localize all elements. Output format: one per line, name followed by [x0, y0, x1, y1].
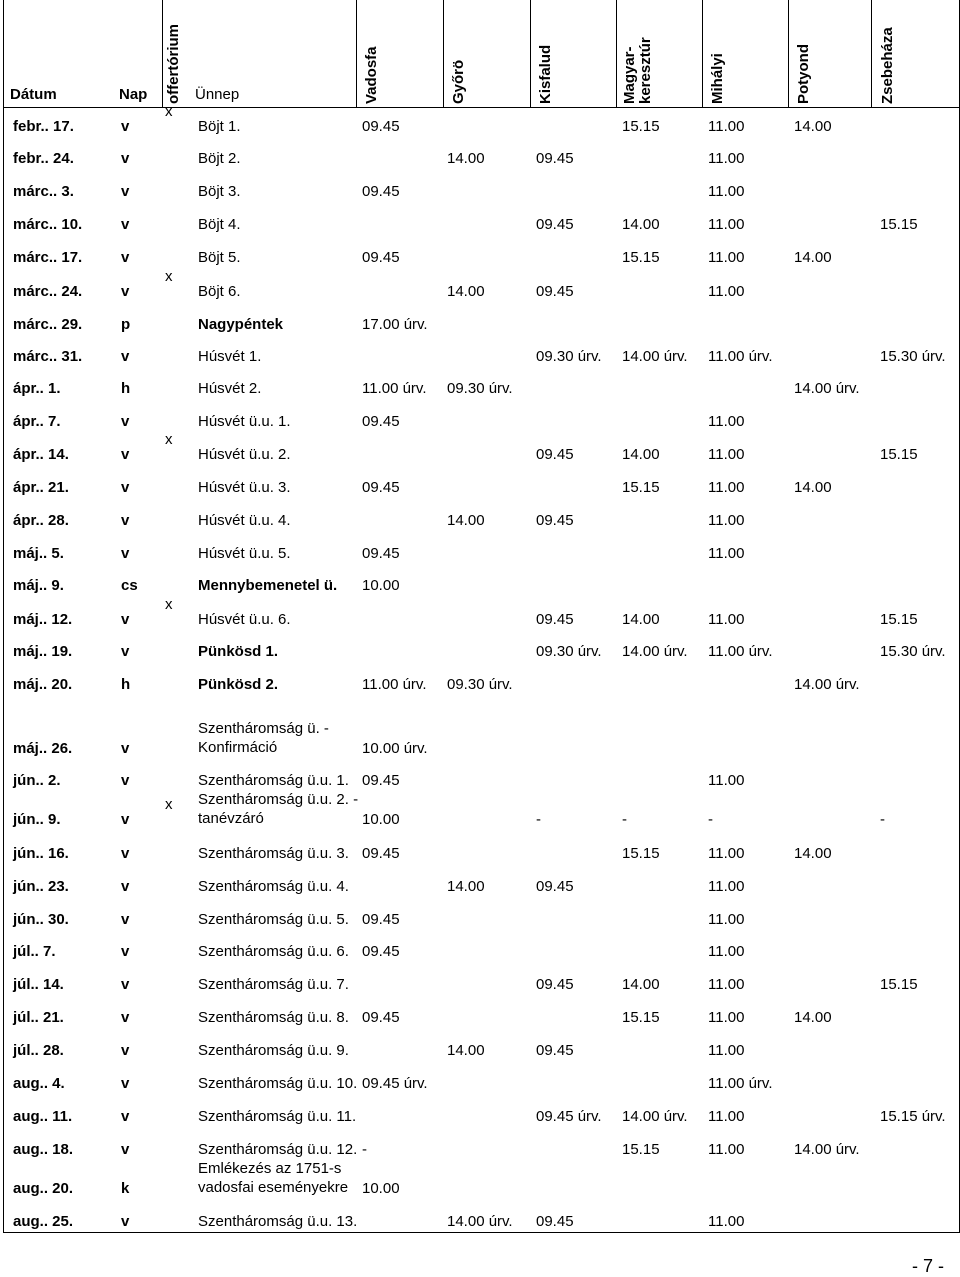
date-cell: máj.. 19. [13, 643, 73, 660]
zsebehaza-time: - [880, 811, 885, 828]
kisfalud-time: 09.45 [536, 512, 574, 529]
nap-cell: v [121, 1108, 130, 1125]
nap-cell: cs [121, 577, 138, 594]
nap-cell: v [121, 878, 130, 895]
nap-cell: v [121, 1009, 130, 1026]
table-row [4, 663, 959, 693]
kisfalud-time: - [536, 811, 541, 828]
unnep-cell: Szentháromság ü.u. 6. [198, 943, 349, 960]
magyarkeresztur-time: 14.00 [622, 216, 660, 233]
vadosfa-time: 09.45 [362, 772, 400, 789]
vadosfa-time: 09.45 [362, 1009, 400, 1026]
date-cell: aug.. 4. [13, 1075, 65, 1092]
gyoro-time: 14.00 [447, 512, 485, 529]
potyond-time: 14.00 [794, 845, 832, 862]
zsebehaza-time: 15.30 úrv. [880, 348, 946, 365]
vadosfa-time: 09.45 [362, 943, 400, 960]
table-row [4, 784, 959, 828]
vadosfa-time: - [362, 1141, 367, 1158]
date-cell: jún.. 30. [13, 911, 69, 928]
unnep-cell: Húsvét ü.u. 5. [198, 545, 291, 562]
table-row [4, 630, 959, 660]
header-kisfalud: Kisfalud [537, 44, 554, 104]
mihalyi-time: 11.00 [708, 1141, 745, 1158]
zsebehaza-time: 15.15 [880, 216, 918, 233]
vadosfa-time: 10.00 [362, 1180, 400, 1197]
nap-cell: v [121, 150, 130, 167]
date-cell: aug.. 18. [13, 1141, 74, 1158]
nap-cell: v [121, 611, 130, 628]
date-cell: aug.. 25. [13, 1213, 74, 1230]
table-row [4, 898, 959, 928]
mihalyi-time: 11.00 [708, 216, 745, 233]
unnep-cell: Szentháromság ü.u. 3. [198, 845, 349, 862]
unnep-cell: Húsvét ü.u. 2. [198, 446, 291, 463]
gyoro-time: 09.30 úrv. [447, 380, 513, 397]
date-cell: ápr.. 28. [13, 512, 69, 529]
table-row [4, 1200, 959, 1230]
unnep-cell: Pünkösd 2. [198, 676, 279, 693]
table-row [4, 996, 959, 1026]
offertorium-mark: x [165, 103, 173, 120]
nap-cell: v [121, 845, 130, 862]
table-row [4, 105, 959, 135]
date-cell: ápr.. 1. [13, 380, 61, 397]
table-row [4, 466, 959, 496]
table-row [4, 532, 959, 562]
unnep-cell: Böjt 5. [198, 249, 241, 266]
nap-cell: v [121, 1075, 130, 1092]
kisfalud-time: 09.45 [536, 878, 574, 895]
nap-cell: v [121, 118, 130, 135]
nap-cell: v [121, 1141, 130, 1158]
table-row [4, 598, 959, 628]
mihalyi-time: 11.00 úrv. [708, 348, 773, 365]
nap-cell: v [121, 545, 130, 562]
potyond-time: 14.00 úrv. [794, 380, 860, 397]
date-cell: jún.. 16. [13, 845, 69, 862]
nap-cell: v [121, 446, 130, 463]
table-row [4, 1029, 959, 1059]
unnep-cell: Húsvét ü.u. 1. [198, 413, 291, 430]
magyarkeresztur-time: 14.00 úrv. [622, 1108, 688, 1125]
date-cell: máj.. 26. [13, 740, 73, 757]
table-row [4, 203, 959, 233]
offertorium-mark: x [165, 796, 173, 813]
nap-cell: v [121, 772, 130, 789]
table-row [4, 865, 959, 895]
table-row [4, 236, 959, 266]
kisfalud-time: 09.45 [536, 1213, 574, 1230]
vadosfa-time: 09.45 [362, 413, 400, 430]
nap-cell: v [121, 413, 130, 430]
unnep-cell: Szentháromság ü.u. 7. [198, 976, 349, 993]
nap-cell: v [121, 911, 130, 928]
mihalyi-time: 11.00 [708, 150, 745, 167]
unnep-cell: Szentháromság ü.u. 4. [198, 878, 349, 895]
date-cell: jún.. 9. [13, 811, 61, 828]
potyond-time: 14.00 [794, 479, 832, 496]
date-cell: márc.. 10. [13, 216, 83, 233]
page-number: - 7 - [911, 1256, 944, 1276]
magyarkeresztur-time: - [622, 811, 627, 828]
vadosfa-time: 10.00 úrv. [362, 740, 428, 757]
magyarkeresztur-time: 15.15 [622, 249, 660, 266]
mihalyi-time: 11.00 [708, 479, 745, 496]
header-divider [616, 0, 617, 107]
kisfalud-time: 09.45 [536, 976, 574, 993]
date-cell: ápr.. 14. [13, 446, 69, 463]
date-cell: máj.. 5. [13, 545, 64, 562]
mihalyi-time: 11.00 [708, 911, 745, 928]
mihalyi-time: 11.00 [708, 1042, 745, 1059]
date-cell: júl.. 21. [13, 1009, 64, 1026]
header-divider [162, 0, 163, 107]
unnep-cell: Böjt 4. [198, 216, 241, 233]
mihalyi-time: 11.00 [708, 118, 745, 135]
table-row [4, 303, 959, 333]
date-cell: márc.. 29. [13, 316, 83, 333]
magyarkeresztur-time: 15.15 [622, 118, 660, 135]
vadosfa-time: 11.00 úrv. [362, 380, 427, 397]
unnep-cell: Szentháromság ü.u. 9. [198, 1042, 349, 1059]
unnep-cell: Böjt 3. [198, 183, 241, 200]
table-row [4, 400, 959, 430]
vadosfa-time: 11.00 úrv. [362, 676, 427, 693]
vadosfa-time: 10.00 [362, 577, 400, 594]
header-datum: Dátum [10, 86, 57, 103]
vadosfa-time: 09.45 [362, 845, 400, 862]
offertorium-mark: x [165, 431, 173, 448]
unnep-cell: Szentháromság ü.u. 13. [198, 1213, 358, 1230]
date-cell: júl.. 28. [13, 1042, 64, 1059]
nap-cell: v [121, 1042, 130, 1059]
date-cell: máj.. 9. [13, 577, 64, 594]
magyarkeresztur-time: 14.00 [622, 976, 660, 993]
magyarkeresztur-time: 15.15 [622, 479, 660, 496]
table-row [4, 713, 959, 757]
date-cell: márc.. 17. [13, 249, 83, 266]
nap-cell: v [121, 479, 130, 496]
unnep-cell: Húsvét ü.u. 3. [198, 479, 291, 496]
kisfalud-time: 09.30 úrv. [536, 348, 602, 365]
mihalyi-time: 11.00 [708, 976, 745, 993]
potyond-time: 14.00 úrv. [794, 676, 860, 693]
date-cell: ápr.. 7. [13, 413, 61, 430]
header-potyond: Potyond [795, 44, 812, 104]
mihalyi-time: 11.00 [708, 283, 745, 300]
offertorium-mark: x [165, 268, 173, 285]
nap-cell: v [121, 216, 130, 233]
date-cell: febr.. 17. [13, 118, 74, 135]
date-cell: aug.. 11. [13, 1108, 73, 1125]
date-cell: jún.. 23. [13, 878, 69, 895]
nap-cell: v [121, 512, 130, 529]
header-divider [530, 0, 531, 107]
kisfalud-time: 09.45 úrv. [536, 1108, 602, 1125]
potyond-time: 14.00 [794, 118, 832, 135]
date-cell: márc.. 24. [13, 283, 83, 300]
table-row [4, 930, 959, 960]
magyarkeresztur-time: 15.15 [622, 845, 660, 862]
gyoro-time: 14.00 [447, 150, 485, 167]
nap-cell: v [121, 283, 130, 300]
table-row [4, 170, 959, 200]
unnep-cell: Húsvét 2. [198, 380, 262, 397]
unnep-cell: Emlékezés az 1751-s vadosfai eseményekre [198, 1160, 349, 1196]
unnep-cell: Szentháromság ü.u. 2. - tanévzáró [198, 791, 359, 827]
table-row [4, 137, 959, 167]
unnep-cell: Húsvét 1. [198, 348, 262, 365]
mihalyi-time: 11.00 [708, 943, 745, 960]
kisfalud-time: 09.45 [536, 611, 574, 628]
table-row [4, 270, 959, 300]
vadosfa-time: 09.45 úrv. [362, 1075, 428, 1092]
offertorium-mark: x [165, 596, 173, 613]
mihalyi-time: 11.00 [708, 878, 745, 895]
potyond-time: 14.00 [794, 1009, 832, 1026]
magyarkeresztur-time: 15.15 [622, 1141, 660, 1158]
nap-cell: v [121, 249, 130, 266]
mihalyi-time: 11.00 [708, 845, 745, 862]
unnep-cell: Nagypéntek [198, 316, 284, 333]
table-row [4, 367, 959, 397]
vadosfa-time: 09.45 [362, 249, 400, 266]
kisfalud-time: 09.45 [536, 283, 574, 300]
date-cell: aug.. 20. [13, 1180, 74, 1197]
header-gyoro: Győrö [450, 59, 467, 104]
unnep-cell: Szentháromság ü.u. 12. [198, 1141, 358, 1158]
mihalyi-time: 11.00 [708, 183, 745, 200]
date-cell: máj.. 12. [13, 611, 73, 628]
mihalyi-time: - [708, 811, 713, 828]
vadosfa-time: 09.45 [362, 183, 400, 200]
kisfalud-time: 09.45 [536, 1042, 574, 1059]
date-cell: márc.. 3. [13, 183, 74, 200]
header-divider [443, 0, 444, 107]
header-unnep: Ünnep [195, 86, 240, 103]
mihalyi-time: 11.00 [708, 249, 745, 266]
mihalyi-time: 11.00 [708, 413, 745, 430]
header-divider [702, 0, 703, 107]
unnep-cell: Szentháromság ü.u. 11. [198, 1108, 357, 1125]
vadosfa-time: 09.45 [362, 545, 400, 562]
magyarkeresztur-time: 14.00 [622, 611, 660, 628]
vadosfa-time: 09.45 [362, 479, 400, 496]
unnep-cell: Szentháromság ü.u. 1. [198, 772, 349, 789]
table-row [4, 1062, 959, 1092]
magyarkeresztur-time: 14.00 úrv. [622, 348, 688, 365]
kisfalud-time: 09.30 úrv. [536, 643, 602, 660]
mihalyi-time: 11.00 [708, 545, 745, 562]
date-cell: márc.. 31. [13, 348, 83, 365]
nap-cell: v [121, 740, 130, 757]
date-cell: máj.. 20. [13, 676, 73, 693]
magyarkeresztur-time: 14.00 [622, 446, 660, 463]
potyond-time: 14.00 [794, 249, 832, 266]
mihalyi-time: 11.00 [708, 512, 745, 529]
date-cell: júl.. 7. [13, 943, 56, 960]
table-row [4, 1095, 959, 1125]
table-row [4, 963, 959, 993]
nap-cell: p [121, 316, 131, 333]
mihalyi-time: 11.00 [708, 1213, 745, 1230]
table-row [4, 832, 959, 862]
vadosfa-time: 09.45 [362, 118, 400, 135]
header-divider [788, 0, 789, 107]
unnep-cell: Böjt 1. [198, 118, 241, 135]
header-offertorium: offertórium [165, 24, 182, 104]
unnep-cell: Pünkösd 1. [198, 643, 279, 660]
mihalyi-time: 11.00 [708, 1108, 745, 1125]
zsebehaza-time: 15.15 [880, 976, 918, 993]
header-magyarkeresztur: Magyar- keresztúr [621, 37, 654, 104]
gyoro-time: 14.00 [447, 1042, 485, 1059]
date-cell: júl.. 14. [13, 976, 64, 993]
header-vadosfa: Vadosfa [363, 46, 380, 104]
nap-cell: v [121, 943, 130, 960]
table-row [4, 1153, 959, 1197]
header-mihalyi: Mihályi [709, 53, 726, 104]
vadosfa-time: 09.45 [362, 911, 400, 928]
nap-cell: v [121, 643, 130, 660]
nap-cell: v [121, 183, 130, 200]
nap-cell: h [121, 380, 131, 397]
gyoro-time: 14.00 úrv. [447, 1213, 513, 1230]
unnep-cell: Szentháromság ü. - Konfirmáció [198, 720, 329, 756]
unnep-cell: Szentháromság ü.u. 10. [198, 1075, 358, 1092]
zsebehaza-time: 15.30 úrv. [880, 643, 946, 660]
unnep-cell: Szentháromság ü.u. 5. [198, 911, 349, 928]
vadosfa-time: 10.00 [362, 811, 400, 828]
nap-cell: h [121, 676, 131, 693]
nap-cell: k [121, 1180, 130, 1197]
mihalyi-time: 11.00 [708, 446, 745, 463]
date-cell: ápr.. 21. [13, 479, 69, 496]
header-divider [871, 0, 872, 107]
gyoro-time: 09.30 úrv. [447, 676, 513, 693]
nap-cell: v [121, 348, 130, 365]
mihalyi-time: 11.00 úrv. [708, 643, 773, 660]
mihalyi-time: 11.00 [708, 772, 745, 789]
table-row [4, 335, 959, 365]
magyarkeresztur-time: 15.15 [622, 1009, 660, 1026]
kisfalud-time: 09.45 [536, 446, 574, 463]
header-zsebehaza: Zsebeháza [879, 27, 896, 104]
potyond-time: 14.00 úrv. [794, 1141, 860, 1158]
gyoro-time: 14.00 [447, 283, 485, 300]
magyarkeresztur-time: 14.00 úrv. [622, 643, 688, 660]
mihalyi-time: 11.00 [708, 611, 745, 628]
date-cell: jún.. 2. [13, 772, 61, 789]
date-cell: febr.. 24. [13, 150, 74, 167]
unnep-cell: Húsvét ü.u. 4. [198, 512, 291, 529]
unnep-cell: Mennybemenetel ü. [198, 577, 338, 594]
unnep-cell: Böjt 6. [198, 283, 241, 300]
unnep-cell: Böjt 2. [198, 150, 241, 167]
kisfalud-time: 09.45 [536, 150, 574, 167]
zsebehaza-time: 15.15 [880, 446, 918, 463]
mihalyi-time: 11.00 [708, 1009, 745, 1026]
nap-cell: v [121, 976, 130, 993]
unnep-cell: Húsvét ü.u. 6. [198, 611, 291, 628]
unnep-cell: Szentháromság ü.u. 8. [198, 1009, 349, 1026]
header-nap: Nap [119, 86, 148, 103]
zsebehaza-time: 15.15 [880, 611, 918, 628]
zsebehaza-time: 15.15 úrv. [880, 1108, 946, 1125]
vadosfa-time: 17.00 úrv. [362, 316, 428, 333]
header-divider [356, 0, 357, 107]
table-row [4, 433, 959, 463]
kisfalud-time: 09.45 [536, 216, 574, 233]
nap-cell: v [121, 811, 130, 828]
gyoro-time: 14.00 [447, 878, 485, 895]
table-row [4, 499, 959, 529]
table-row [4, 564, 959, 594]
nap-cell: v [121, 1213, 130, 1230]
mihalyi-time: 11.00 úrv. [708, 1075, 773, 1092]
